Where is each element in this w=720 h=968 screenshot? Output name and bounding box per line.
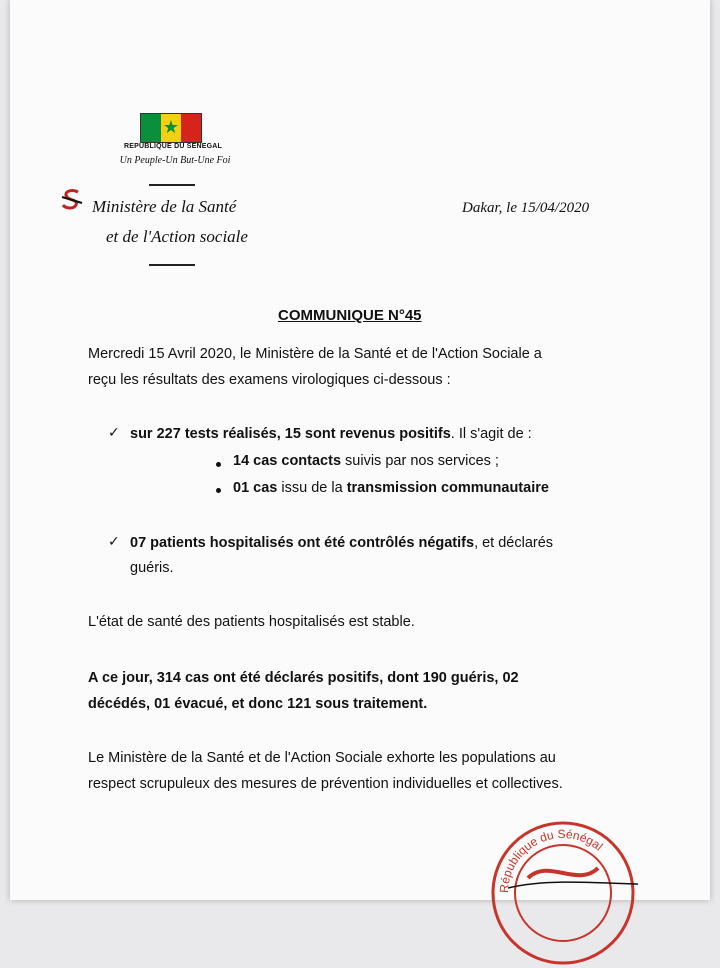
sub-item-community: 01 cas issu de la transmission communautaire: [233, 480, 549, 496]
senegal-flag-icon: ★: [140, 113, 202, 143]
bullet-patients: 07 patients hospitalisés ont été contrôlés négatifs, et déclarés: [130, 535, 554, 551]
national-motto: Un Peuple-Un But-Une Foi: [119, 155, 231, 166]
bullet-dot-icon: [216, 462, 221, 467]
check-icon: ✓: [108, 424, 120, 440]
check-icon: ✓: [108, 533, 120, 549]
intro-line2: reçu les résultats des examens virologiques ci-dessous :: [88, 372, 451, 388]
bullet-dot-icon: [216, 488, 221, 493]
closing-line1: Le Ministère de la Santé et de l'Action Sociale exhorte les populations au: [88, 750, 556, 766]
bullet-tests: [130, 426, 532, 442]
intro-line1: Mercredi 15 Avril 2020, le Ministère de la Santé et de l'Action Sociale a: [88, 346, 542, 362]
republic-label: REPUBLIQUE DU SENEGAL: [124, 143, 222, 150]
bullet-patients-line2: guéris.: [130, 560, 174, 576]
ministry-logo-icon: [60, 189, 84, 211]
bullet-tests-bold: sur 227 tests réalisés, 15 sont revenus positifs: [130, 426, 451, 442]
ministry-name-line1: Ministère de la Santé: [92, 197, 237, 216]
summary-line1: A ce jour, 314 cas ont été déclarés positifs, dont 190 guéris, 02: [88, 670, 519, 686]
sub-item-contacts: 14 cas contacts suivis par nos services ;: [233, 453, 499, 469]
official-stamp-icon: [488, 818, 638, 968]
divider: [149, 184, 195, 186]
svg-text:République du Sénégal: République du Sénégal: [496, 826, 606, 894]
status-text: L'état de santé des patients hospitalisés est stable.: [88, 614, 415, 630]
ministry-name-line2: et de l'Action sociale: [106, 227, 248, 246]
bullet-tests-rest: . Il s'agit de :: [450, 426, 532, 442]
closing-line2: respect scrupuleux des mesures de prévention individuelles et collectives.: [88, 776, 563, 792]
divider: [149, 264, 195, 266]
summary-line2: décédés, 01 évacué, et donc 121 sous traitement.: [88, 696, 428, 712]
document-date: Dakar, le 15/04/2020: [462, 200, 590, 216]
communique-title: COMMUNIQUE N°45: [278, 307, 422, 324]
